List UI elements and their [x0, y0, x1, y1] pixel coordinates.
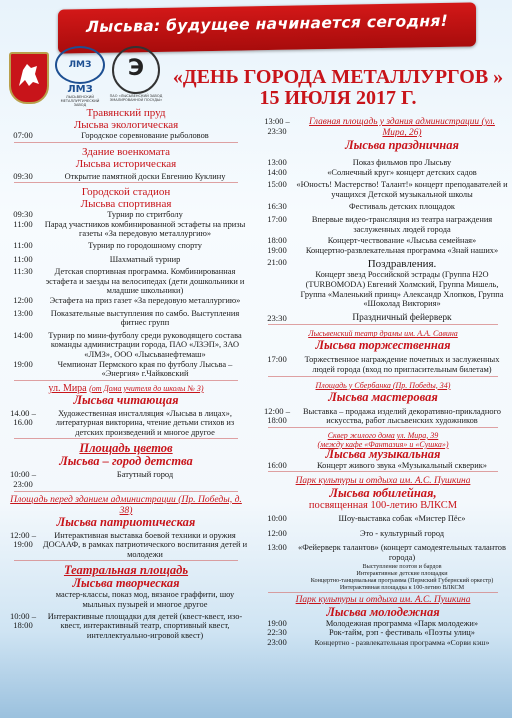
left-column	[4, 107, 248, 640]
schedule-row	[258, 158, 508, 168]
section-theme: Лысьва экологическая	[73, 119, 179, 131]
event-text: Выставка – продажа изделий декоративно-прикладного искусства, работ лысьвенских художников	[303, 406, 501, 426]
schedule-row	[4, 531, 248, 560]
schedule-row	[258, 514, 508, 524]
section-header	[258, 117, 508, 139]
schedule-row	[258, 246, 508, 256]
schedule-row	[258, 236, 508, 246]
schedule-row	[258, 529, 508, 539]
schedule-row	[258, 584, 508, 591]
event-time: 14:00	[267, 166, 287, 177]
schedule-row	[4, 267, 248, 296]
divider	[14, 182, 238, 183]
divider	[268, 324, 498, 325]
divider	[268, 592, 498, 593]
event-time: 07:00	[13, 130, 33, 140]
lmz-logo-caption: ЛЫСЬВЕНСКИЙ МЕТАЛЛУРГИЧЕСКИЙ ЗАВОД	[60, 95, 100, 107]
section-theme: Лысьва молодежная	[326, 604, 440, 619]
schedule-row	[258, 355, 508, 374]
venue-heading: Городской стадион	[81, 186, 171, 199]
right-column	[258, 117, 508, 647]
event-time: 16:30	[267, 201, 287, 212]
event-title: «ДЕНЬ ГОРОДА МЕТАЛЛУРГОВ »	[172, 66, 504, 88]
event-text: Концертно-развлекательная программа «Знай наших»	[305, 245, 499, 255]
event-time: 23:00	[267, 636, 287, 647]
divider	[14, 142, 238, 143]
event-time: 11:00	[13, 218, 33, 229]
event-text: Городское соревнование рыболовов	[81, 131, 209, 140]
event-time: 11:00	[13, 253, 33, 264]
event-text: Интерактивная выставка боевой техники и оружия ДОСААФ, в рамках патриотического воспитания детей и молодежи	[42, 530, 248, 559]
event-time: 11:30	[13, 266, 33, 277]
venue-heading: Площадь у Сбербанка (Пр. Победы, 34)	[315, 380, 451, 390]
event-text: Рок-тайм, рэп - фестиваль «Поэты улиц»	[329, 628, 475, 638]
event-time: 23:30	[267, 312, 287, 323]
event-text: Детская спортивная программа. Комбинированная эстафета и заезды на велосипедах (дети дошкольники и младшие школьники)	[45, 267, 245, 296]
divider	[268, 376, 498, 377]
schedule-row	[258, 168, 508, 178]
schedule-row	[4, 309, 248, 328]
venue-heading: Парк культуры и отдыха им. А.С. Пушкина	[295, 476, 471, 487]
divider	[14, 380, 238, 381]
lzep-logo-mark: Э	[127, 56, 145, 81]
event-text: Интерактивные детские площадки	[356, 569, 448, 577]
event-text: Показательные выступления по самбо. Выступления фитнес групп	[50, 308, 240, 328]
venue-heading: Травянский пруд	[86, 107, 166, 119]
section-theme: Лысьва историческая	[75, 157, 177, 170]
event-text: Это - культурный город	[359, 528, 445, 538]
schedule-row	[258, 638, 508, 648]
event-text: Чемпионат Пермского края по футболу Лысьва – «Энергия» г.Чайковский	[57, 359, 233, 379]
venue-heading: Здание военкомата	[81, 145, 171, 158]
schedule-row	[258, 407, 508, 426]
event-text: Концерт живого звука «Музыкальный скверик»	[317, 460, 487, 470]
banner-text: Лысьва: будущее начинается сегодня!	[86, 11, 448, 37]
event-time: 10:00	[267, 513, 287, 524]
event-text: Поздравления.	[367, 258, 437, 271]
event-time: 10:00 – 18:00	[9, 610, 37, 631]
event-time: 22:30	[267, 627, 287, 638]
schedule-row	[258, 270, 508, 308]
schedule-row	[4, 296, 248, 306]
schedule-row	[258, 577, 508, 584]
event-text: «Юность! Мастерство! Талант!» концерт преподавателей и учащихся Детской музыкальной школы	[296, 180, 508, 199]
lzep-logo-caption: ПАО «ЛЫСЬВЕНСКИЙ ЗАВОД ЭМАЛИРОВАННОЙ ПОСУДЫ»	[109, 94, 163, 102]
schedule-row	[258, 543, 508, 562]
event-text: Турнир по мини-футболу среди руководящего состава команды администрации города, ПАО «ЛЗЭП», ЗАО «ЛМЗ», ООО «Лысьванефтемаш»	[48, 330, 242, 359]
section-theme: Лысьва спортивная	[80, 198, 172, 211]
lmz-logo-name: ЛМЗ	[67, 84, 93, 95]
event-text: Концертно - развлекательная программа «Сорви кэш»	[314, 637, 490, 647]
event-text: Показ фильмов про Лысьву	[352, 158, 452, 167]
event-time: 21:00	[267, 257, 287, 268]
event-time: 12:00	[13, 294, 33, 305]
lmz-logo	[54, 46, 106, 107]
schedule-row	[4, 409, 248, 438]
event-time: 09:30	[13, 209, 33, 220]
venue-heading: Театральная площадь	[63, 563, 189, 578]
event-text: Концерт-чествование «Лысьва семейная»	[327, 236, 477, 246]
event-text: Художественная инсталляция «Лысьва в лицах», литературная викторина, чтение детьми стихов из детских произведений и многое другое	[55, 408, 235, 437]
venue-heading: Лысьвенский театр драмы им. А.А. Савина	[308, 329, 458, 339]
divider	[268, 471, 498, 472]
section-theme: Лысьва музыкальная	[325, 446, 441, 461]
venue-heading: Площадь перед зданием администрации (Пр. Победы, д. 38)	[10, 493, 242, 516]
section-theme: Лысьва праздничная	[345, 138, 459, 152]
schedule-row	[258, 461, 508, 471]
section-theme: Лысьва юбилейная,	[329, 486, 437, 501]
event-time: 19:00	[267, 244, 287, 255]
lzep-logo	[108, 46, 164, 104]
event-text: мастер-классы, показ мод, вязаное граффити, шоу мыльных пузырей и многое другое	[55, 590, 235, 610]
event-time: 10:00 – 23:00	[9, 469, 37, 490]
city-crest-icon	[9, 52, 49, 104]
venue-note: (от Дома учителя до школы № 3)	[89, 383, 204, 393]
section-theme: Лысьва торжественная	[315, 338, 451, 353]
section-theme-sub: посвященная 100-летию ВЛКСМ	[308, 500, 458, 512]
event-date: 15 ИЮЛЯ 2017 Г.	[259, 87, 417, 109]
schedule-row	[258, 215, 508, 234]
event-text: Интерактивные площадки для детей (квест-квест, изо-квест, интерактивный театр, спортивный квест, интеллектуально-игровой квест)	[47, 611, 243, 640]
event-time: 13:00	[267, 157, 287, 167]
schedule-row	[258, 628, 508, 638]
event-time: 17:00	[267, 213, 287, 224]
schedule-row	[258, 258, 508, 270]
schedule-row	[4, 255, 248, 265]
section-theme: Лысьва мастеровая	[328, 389, 438, 404]
lmz-logo-mark: ЛМЗ	[55, 46, 105, 84]
schedule-row	[4, 360, 248, 379]
schedule-row	[4, 241, 248, 251]
event-time: 19:00	[13, 358, 33, 369]
event-time: 12:00 – 18:00	[263, 405, 291, 426]
schedule-row	[258, 314, 508, 324]
event-text: Открытие памятной доски Евгению Куклину	[64, 171, 226, 181]
schedule-row	[4, 220, 248, 239]
venue-heading: Главная площадь у здания администрации (ул. Мира, 26)	[309, 117, 495, 138]
section-theme: Лысьва творческая	[72, 576, 180, 591]
event-text: Выступление поэтов и бардов	[362, 562, 442, 570]
divider	[14, 491, 238, 492]
schedule-row	[258, 570, 508, 577]
venue-heading: Площадь цветов	[79, 441, 173, 456]
venue-heading: Сквер жилого дома ул. Мира, 39	[327, 430, 439, 440]
schedule-row	[4, 131, 248, 141]
schedule-row	[258, 180, 508, 199]
event-time: 17:00	[267, 354, 287, 365]
event-time: 15:00	[267, 179, 287, 190]
schedule-row	[4, 470, 248, 489]
divider	[268, 427, 498, 428]
event-text: Концерт звезд Российской эстрады (Группа Н2О (TURBOMODA) Евгений Холмский, Группа Мишель, Группа «Маленький принц» Александр Хлопков, Группа «Шоколад Виктория»	[300, 270, 504, 309]
event-time: 14:00	[13, 329, 33, 340]
event-time: 14.00 – 16.00	[10, 407, 36, 428]
event-time: 19:00	[267, 617, 287, 628]
event-text: Турнир по городошному спорту	[88, 240, 202, 250]
divider	[14, 438, 238, 439]
event-time: 16:00	[267, 459, 287, 470]
event-text: Молодежная программа «Парк молодежи»	[325, 618, 479, 628]
schedule-row	[4, 210, 248, 220]
event-text: Эстафета на приз газет «За передовую металлургию»	[49, 295, 241, 305]
divider	[14, 560, 238, 561]
schedule-row	[4, 612, 248, 641]
event-text: «Солнечный круг» концерт детских садов	[327, 167, 477, 177]
event-text: Праздничный фейерверк	[352, 312, 452, 323]
event-text: Торжественное награждение почетных и заслуженных людей города (вход по пригласительным билетам)	[304, 355, 500, 374]
event-text: «Фейерверк талантов» (концерт самодеятельных талантов города)	[298, 543, 506, 563]
venue-name: ул. Мира	[48, 382, 87, 394]
section-theme: Лысьва – город детства	[59, 454, 193, 469]
schedule-row	[4, 590, 248, 609]
event-time: 12:00 – 19:00	[9, 529, 37, 550]
venue-heading: Парк культуры и отдыха им. А.С. Пушкина	[295, 594, 471, 605]
event-time: 13:00	[13, 307, 33, 318]
venue-note: (между кафе «Фантазия» и «Сушка»)	[317, 439, 449, 449]
event-text: Интерактивная площадка к 100-летию ВЛКСМ	[339, 583, 465, 591]
schedule-row	[258, 202, 508, 212]
schedule-row	[258, 619, 508, 629]
event-text: Впервые видео-трансляция из театра награждения заслуженных людей города	[311, 214, 493, 234]
schedule-row	[4, 331, 248, 360]
schedule-row	[4, 172, 248, 182]
event-time: 09:30	[13, 170, 33, 181]
event-time: 12:00	[267, 527, 287, 538]
event-text: Парад участников комбинированной эстафеты на призы газеты «За передовую металлургию»	[44, 219, 246, 239]
section-time: 13:00 – 23:30	[264, 117, 290, 136]
event-text: Батутный город	[116, 470, 174, 480]
event-text: Шоу-выставка собак «Мистер Пёс»	[338, 514, 466, 524]
section-theme: Лысьва патриотическая	[56, 514, 196, 529]
event-text: Концертно-танцевальная программа (Пермский Губернский оркестр)	[310, 576, 494, 584]
event-text: Фестиваль детских площадок	[349, 202, 455, 212]
event-text: Шахматный турнир	[109, 254, 181, 264]
section-theme: Лысьва читающая	[73, 392, 179, 407]
event-text: Турнир по стритболу	[107, 210, 183, 220]
schedule-row	[258, 563, 508, 570]
event-time: 11:00	[13, 239, 33, 250]
event-time: 18:00	[267, 235, 287, 246]
event-time: 13:00	[267, 542, 287, 553]
